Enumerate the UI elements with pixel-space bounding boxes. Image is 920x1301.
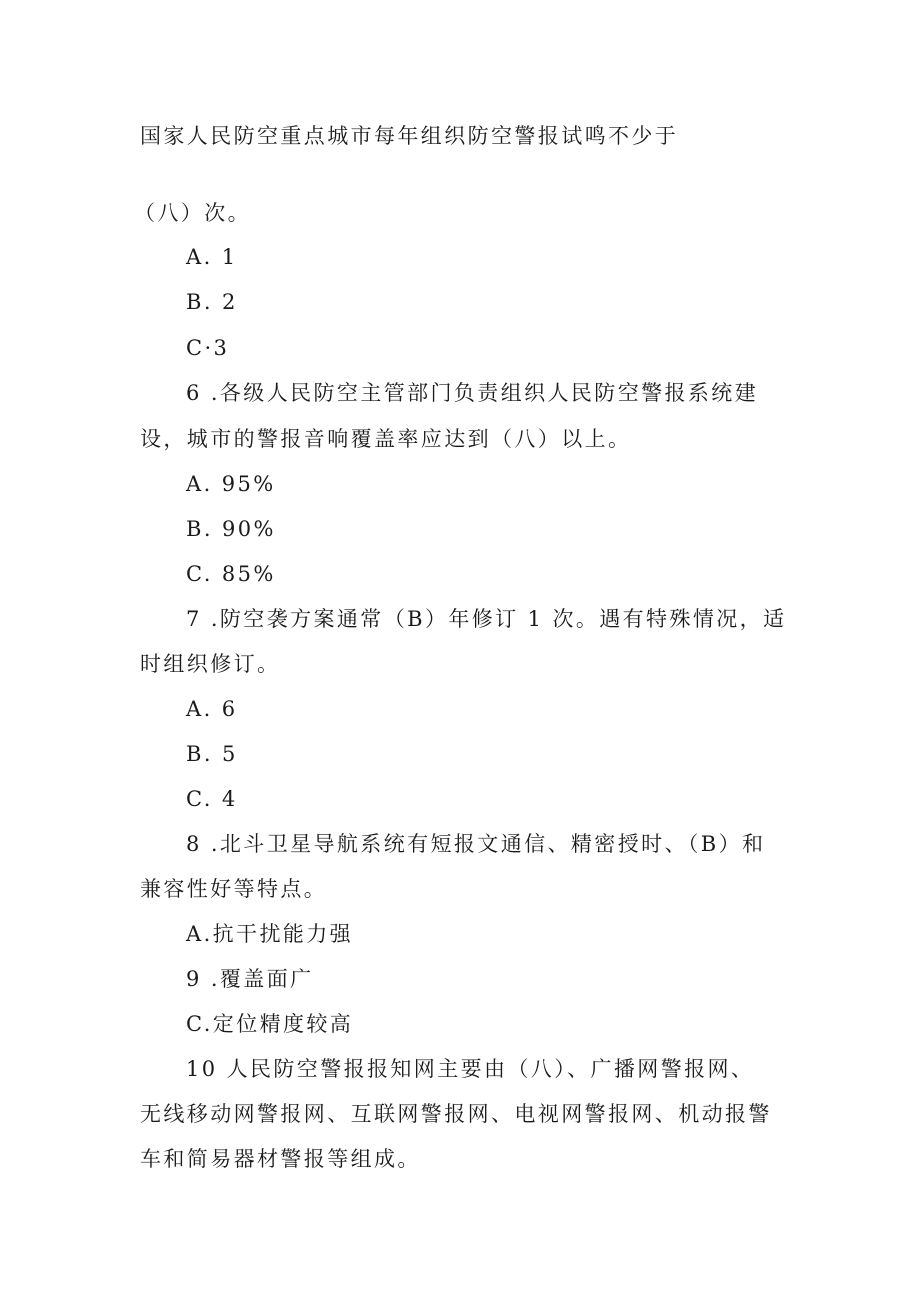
- question-6-text-line-1: 6 .各级人民防空主管部门负责组织人民防空警报系统建: [186, 381, 759, 405]
- question-8-option-a: A.抗干扰能力强: [186, 922, 354, 946]
- question-5-option-b: B. 2: [186, 290, 238, 314]
- question-7-text-line-2: 时组织修订。: [140, 652, 281, 676]
- question-8-option-b: 9 .覆盖面广: [186, 967, 314, 991]
- question-7-option-b: B. 5: [186, 742, 238, 766]
- question-10-text-line-1: 10 人民防空警报报知网主要由（八）、广播网警报网、: [186, 1057, 755, 1081]
- question-7-option-c: C. 4: [186, 787, 238, 811]
- question-10-text-line-2: 无线移动网警报网、互联网警报网、电视网警报网、机动报警: [140, 1102, 772, 1126]
- question-6-option-b: B. 90%: [186, 517, 276, 541]
- question-8-option-c: C.定位精度较高: [186, 1012, 354, 1036]
- question-8-text-line-2: 兼容性好等特点。: [140, 877, 328, 901]
- question-6-text-line-2: 设，城市的警报音响覆盖率应达到（八）以上。: [140, 427, 632, 451]
- question-6-option-a: A. 95%: [186, 472, 276, 496]
- question-5-text-line-1: 国家人民防空重点城市每年组织防空警报试鸣不少于: [140, 124, 679, 148]
- question-5-option-c: C·3: [186, 336, 230, 360]
- question-7-text-line-1: 7 .防空袭方案通常（B）年修订 1 次。遇有特殊情况，适: [186, 607, 787, 631]
- question-10-text-line-3: 车和简易器材警报等组成。: [140, 1147, 421, 1171]
- question-7-option-a: A. 6: [186, 697, 238, 721]
- question-5-option-a: A. 1: [186, 245, 238, 269]
- question-8-text-line-1: 8 .北斗卫星导航系统有短报文通信、精密授时、（B）和: [186, 832, 766, 856]
- question-6-option-c: C. 85%: [186, 562, 276, 586]
- question-5-text-line-2: （八）次。: [134, 201, 251, 225]
